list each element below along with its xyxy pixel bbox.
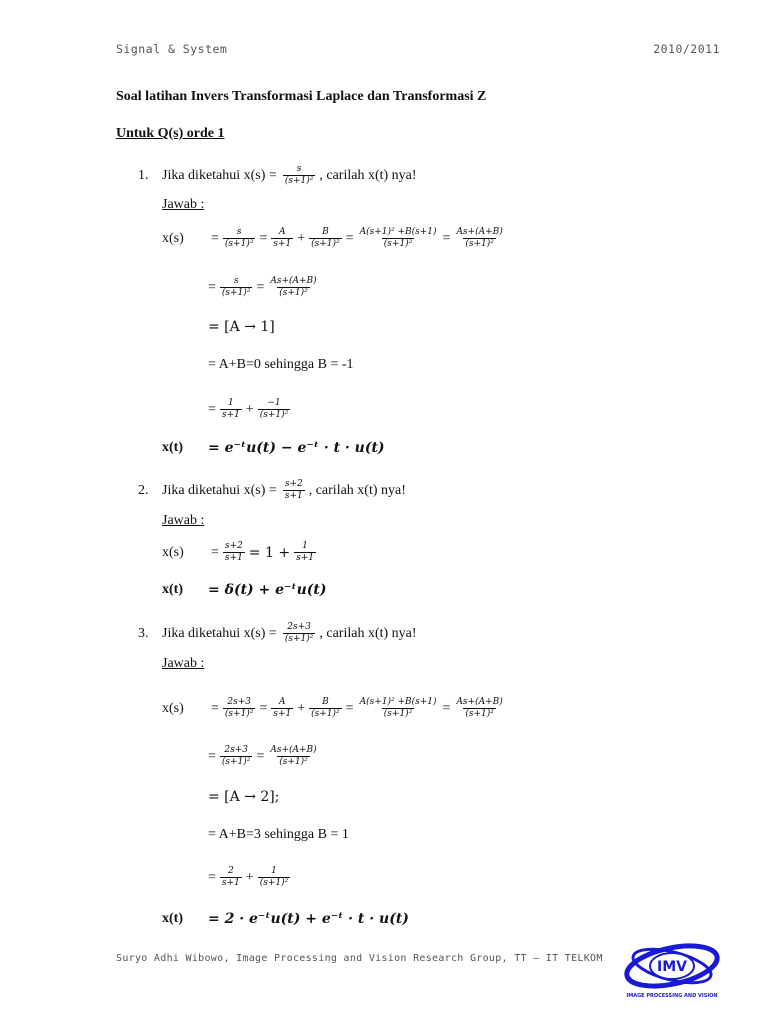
problem-1-question bbox=[138, 164, 417, 187]
xt-label: x(t) bbox=[162, 582, 183, 597]
problem-2-step-1: x(s) = $\frac{s+2}{s+1}$ = 1 + $\frac{1}{s+1}$ bbox=[162, 541, 314, 563]
header-left: Signal & System bbox=[116, 42, 228, 56]
xs-label: x(s) bbox=[162, 544, 184, 560]
xt-expression: = e⁻ᵗu(t) − e⁻ᵗ · t · u(t) bbox=[208, 440, 385, 456]
fraction: $\frac{2s+3}{\text{(s+1)²}}$ bbox=[221, 745, 251, 767]
problem-1-step-4: = A+B=0 sehingga B = -1 bbox=[208, 357, 354, 372]
problem-3-question bbox=[138, 622, 417, 645]
answer-label: Jawab : bbox=[162, 513, 205, 528]
fraction: $\frac{s}{\text{(s+1)²}}$ bbox=[221, 276, 251, 298]
problem-3-step-1: x(s) = $\frac{2s+3}{\text{(s+1)²}}$ = $\frac{A}{s+1}$ + $\frac{B}{\text{(s+1)²}}$ = $\frac{\text{A(s+1)² +B(s+1)}}{\text{(s+1)²}}$ = $\frac{As+(A+B)}{\text{(s+1)²}}$ bbox=[162, 697, 503, 719]
problem-number: 1. bbox=[138, 167, 149, 183]
fraction: $\frac{As+(A+B)}{\text{(s+1)²}}$ bbox=[270, 276, 317, 298]
problem-1-step-2: = $\frac{s}{\text{(s+1)²}}$ = $\frac{As+(A+B)}{\text{(s+1)²}}$ bbox=[208, 276, 317, 298]
fraction: $\frac{1}{\text{(s+1)²}}$ bbox=[259, 866, 289, 888]
problem-2-result bbox=[162, 582, 327, 598]
fraction: $\frac{B}{\text{(s+1)²}}$ bbox=[311, 697, 340, 719]
fraction: $\frac{1}{s+1}$ bbox=[296, 541, 314, 563]
header-right: 2010/2011 bbox=[653, 42, 720, 56]
imv-logo-icon bbox=[622, 936, 722, 1002]
fraction: $\frac{As+(A+B)}{\text{(s+1)²}}$ bbox=[270, 745, 317, 767]
problem-3-step-3: = [A → 2]; bbox=[208, 789, 280, 805]
problem-1-step-5: = $\frac{1}{s+1}$ + $\frac{-1}{\text{(s+1)²}}$ bbox=[208, 398, 289, 420]
problem-number: 3. bbox=[138, 625, 149, 641]
fraction: $\frac{s+2}{s+1}$ bbox=[224, 541, 243, 563]
fraction: $\frac{s}{\text{(s+1)²}}$ bbox=[224, 227, 254, 249]
fraction: $\frac{2}{s+1}$ bbox=[221, 866, 240, 888]
xs-label: x(s) bbox=[162, 230, 184, 246]
question-prefix: Jika diketahui x(s) = bbox=[162, 482, 277, 498]
section-subtitle: Untuk Q(s) orde 1 bbox=[116, 126, 225, 141]
problem-2-question bbox=[138, 479, 406, 502]
fraction: $\frac{As+(A+B)}{\text{(s+1)²}}$ bbox=[456, 227, 503, 249]
question-suffix: , carilah x(t) nya! bbox=[319, 167, 417, 183]
problem-3-step-2: = $\frac{2s+3}{\text{(s+1)²}}$ = $\frac{As+(A+B)}{\text{(s+1)²}}$ bbox=[208, 745, 317, 767]
problem-3-step-4: = A+B=3 sehingga B = 1 bbox=[208, 827, 349, 842]
problem-3-result bbox=[162, 911, 409, 927]
xt-label: x(t) bbox=[162, 440, 183, 455]
logo-caption: IMAGE PROCESSING AND VISION bbox=[626, 993, 718, 999]
fraction: $\frac{\text{A(s+1)² +B(s+1)}}{\text{(s+1)²}}$ bbox=[359, 697, 437, 719]
answer-label: Jawab : bbox=[162, 197, 205, 212]
fraction: $\frac{1}{s+1}$ bbox=[221, 398, 240, 420]
footer-credit: Suryo Adhi Wibowo, Image Processing and Vision Research Group, TT – IT TELKOM bbox=[116, 953, 603, 964]
xs-label: x(s) bbox=[162, 700, 184, 716]
problem-number: 2. bbox=[138, 482, 149, 498]
question-prefix: Jika diketahui x(s) = bbox=[162, 167, 277, 183]
problem-3-step-5: = $\frac{2}{s+1}$ + $\frac{1}{\text{(s+1)²}}$ bbox=[208, 866, 289, 888]
given-fraction: $\frac{s}{\text{(s+1)²}}$ bbox=[284, 164, 314, 186]
fraction: $\frac{\text{A(s+1)² +B(s+1)}}{\text{(s+1)²}}$ bbox=[359, 227, 437, 249]
document-title: Soal latihan Invers Transformasi Laplace dan Transformasi Z bbox=[116, 89, 487, 104]
imv-logo bbox=[622, 936, 722, 1002]
xt-label: x(t) bbox=[162, 911, 183, 926]
fraction: $\frac{A}{s+1}$ bbox=[273, 227, 292, 249]
problem-1-step-3: = [A → 1] bbox=[208, 319, 275, 335]
problem-1-step-1: x(s) = $\frac{s}{\text{(s+1)²}}$ = $\frac{A}{s+1}$ + $\frac{B}{\text{(s+1)²}}$ = $\frac{\text{A(s+1)² +B(s+1)}}{\text{(s+1)²}}$ = $\frac{As+(A+B)}{\text{(s+1)²}}$ bbox=[162, 227, 503, 249]
answer-label: Jawab : bbox=[162, 656, 205, 671]
fraction: $\frac{B}{\text{(s+1)²}}$ bbox=[311, 227, 340, 249]
fraction: $\frac{As+(A+B)}{\text{(s+1)²}}$ bbox=[456, 697, 503, 719]
question-suffix: , carilah x(t) nya! bbox=[308, 482, 406, 498]
xt-expression: = δ(t) + e⁻ᵗu(t) bbox=[208, 582, 327, 598]
question-prefix: Jika diketahui x(s) = bbox=[162, 625, 277, 641]
question-suffix: , carilah x(t) nya! bbox=[319, 625, 417, 641]
xt-expression: = 2 · e⁻ᵗu(t) + e⁻ᵗ · t · u(t) bbox=[208, 911, 409, 927]
given-fraction: $\frac{2s+3}{\text{(s+1)²}}$ bbox=[284, 622, 314, 644]
given-fraction: $\frac{s+2}{s+1}$ bbox=[284, 479, 303, 501]
problem-1-result bbox=[162, 440, 385, 456]
fraction: $\frac{2s+3}{\text{(s+1)²}}$ bbox=[224, 697, 254, 719]
logo-text: IMV bbox=[657, 959, 687, 975]
fraction: $\frac{A}{s+1}$ bbox=[273, 697, 292, 719]
fraction: $\frac{-1}{\text{(s+1)²}}$ bbox=[259, 398, 289, 420]
